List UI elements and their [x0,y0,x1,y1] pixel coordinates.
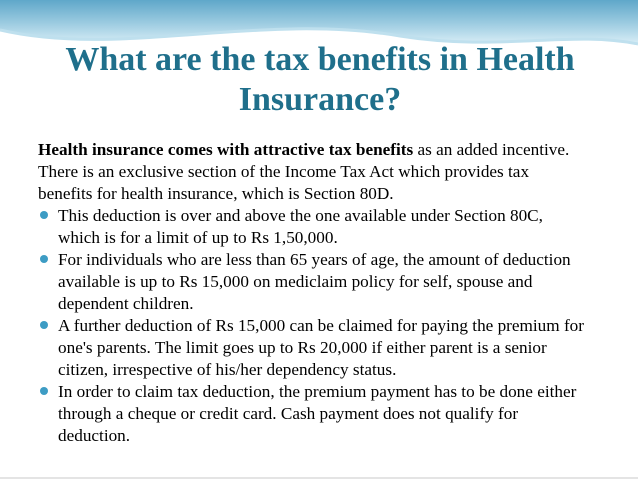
slide-title [40,40,600,120]
bullet-icon [40,211,48,219]
title-line-1: What are the tax benefits in Health [65,41,575,78]
bullet-item [38,205,613,249]
bullet-icon [40,255,48,263]
bullet-text: dependent children. [58,294,194,313]
bullet-text: through a cheque or credit card. Cash payment does not qualify for [58,404,519,423]
bullet-text: A further deduction of Rs 15,000 can be claimed for paying the premium for [58,316,584,335]
intro-text-1: as an added incentive. [413,140,570,159]
intro-bold-text: Health insurance comes with attractive tax benefits [38,140,414,159]
bullet-icon [40,387,48,395]
bullet-item [38,315,613,381]
bullet-item [38,381,613,447]
bullet-text: For individuals who are less than 65 years of age, the amount of deduction [58,250,571,269]
bullet-item [38,249,613,315]
bullet-text: which is for a limit of up to Rs 1,50,000. [58,228,338,247]
bullet-list [38,205,613,447]
bullet-text: This deduction is over and above the one available under Section 80C, [58,206,543,225]
intro-paragraph [38,139,613,205]
bullet-text: In order to claim tax deduction, the premium payment has to be done either [58,382,577,401]
title-line-2: Insurance? [238,81,402,118]
bullet-text: citizen, irrespective of his/her dependency status. [58,360,397,379]
slide-body [38,139,613,447]
bullet-text: one's parents. The limit goes up to Rs 20,000 if either parent is a senior [58,338,547,357]
bullet-text: available is up to Rs 15,000 on mediclaim policy for self, spouse and [58,272,533,291]
intro-text-2: There is an exclusive section of the Income Tax Act which provides tax [38,162,530,181]
bullet-text: deduction. [58,426,131,445]
bullet-icon [40,321,48,329]
intro-text-3: benefits for health insurance, which is Section 80D. [38,184,394,203]
